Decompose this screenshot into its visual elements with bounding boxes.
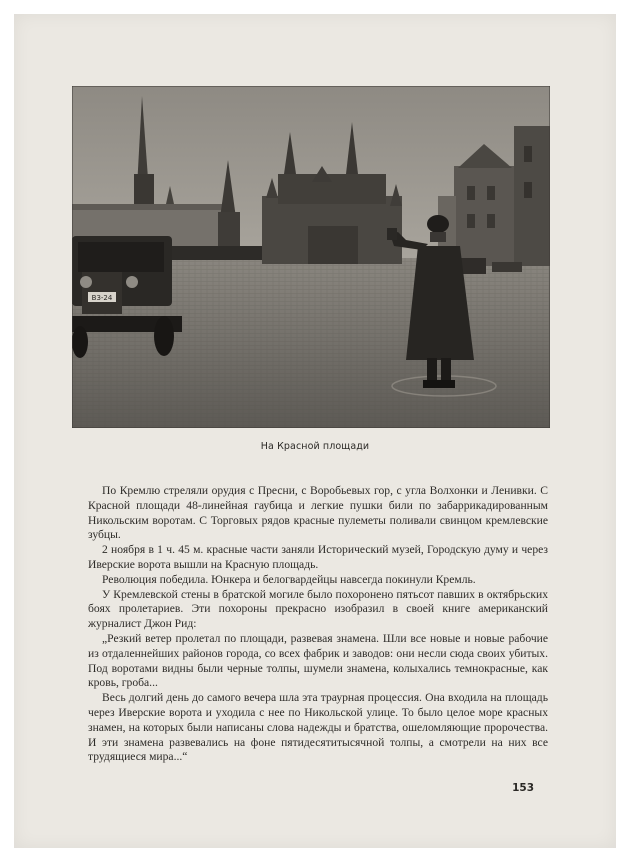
body-text [88, 484, 548, 765]
book-page [14, 14, 616, 848]
red-square-photograph [72, 86, 550, 428]
paragraph: По Кремлю стреляли орудия с Пресни, с Воробьевых гор, с угла Волхонки и Ленивки. С Красной площади 48-линейная гаубица и легкие пушки били по забаррикадированным Никольским воротам. С Торговых рядов красные пулеметы поливали свинцом кремлевские зубцы. [88, 484, 548, 542]
paragraph: Революция победила. Юнкера и белогвардейцы навсегда покинули Кремль. [102, 572, 476, 586]
paragraph: „Резкий ветер пролетал по площади, развевая знамена. Шли все новые и новые рабочие из отдаленнейших районов города, со всех фабрик и заводов: они несли сюда своих убитых. Под воротами видны были черные толпы, шумели знамена, колыхались темнокрасные, как кровь, гроба... [88, 631, 548, 690]
photo-caption: На Красной площади [260, 441, 370, 452]
paragraph: Весь долгий день до самого вечера шла эта траурная процессия. Она входила на площадь через Иверские ворота и уходила с нее по Никольской улице. То было целое море красных знамен, на которых были написаны слова надежды и братства, ошеломляющие пророчества. И эти знамена развевались на фоне пятидесятитысячной толпы, а смотрели на них все трудящиеся мира...“ [88, 691, 548, 764]
paragraph: 2 ноября в 1 ч. 45 м. красные части заняли Исторический музей, Городскую думу и через Иверские ворота вышли на Красную площадь. [88, 543, 548, 571]
license-plate: В3-24 [91, 294, 113, 302]
page-number: 153 [512, 782, 534, 794]
paragraph: У Кремлевской стены в братской могиле было похоронено пятьсот павших в октябрьских боях пролетариев. Эти похороны прекрасно изобразил в своей книге американский журналист Джон Рид: [88, 587, 548, 631]
